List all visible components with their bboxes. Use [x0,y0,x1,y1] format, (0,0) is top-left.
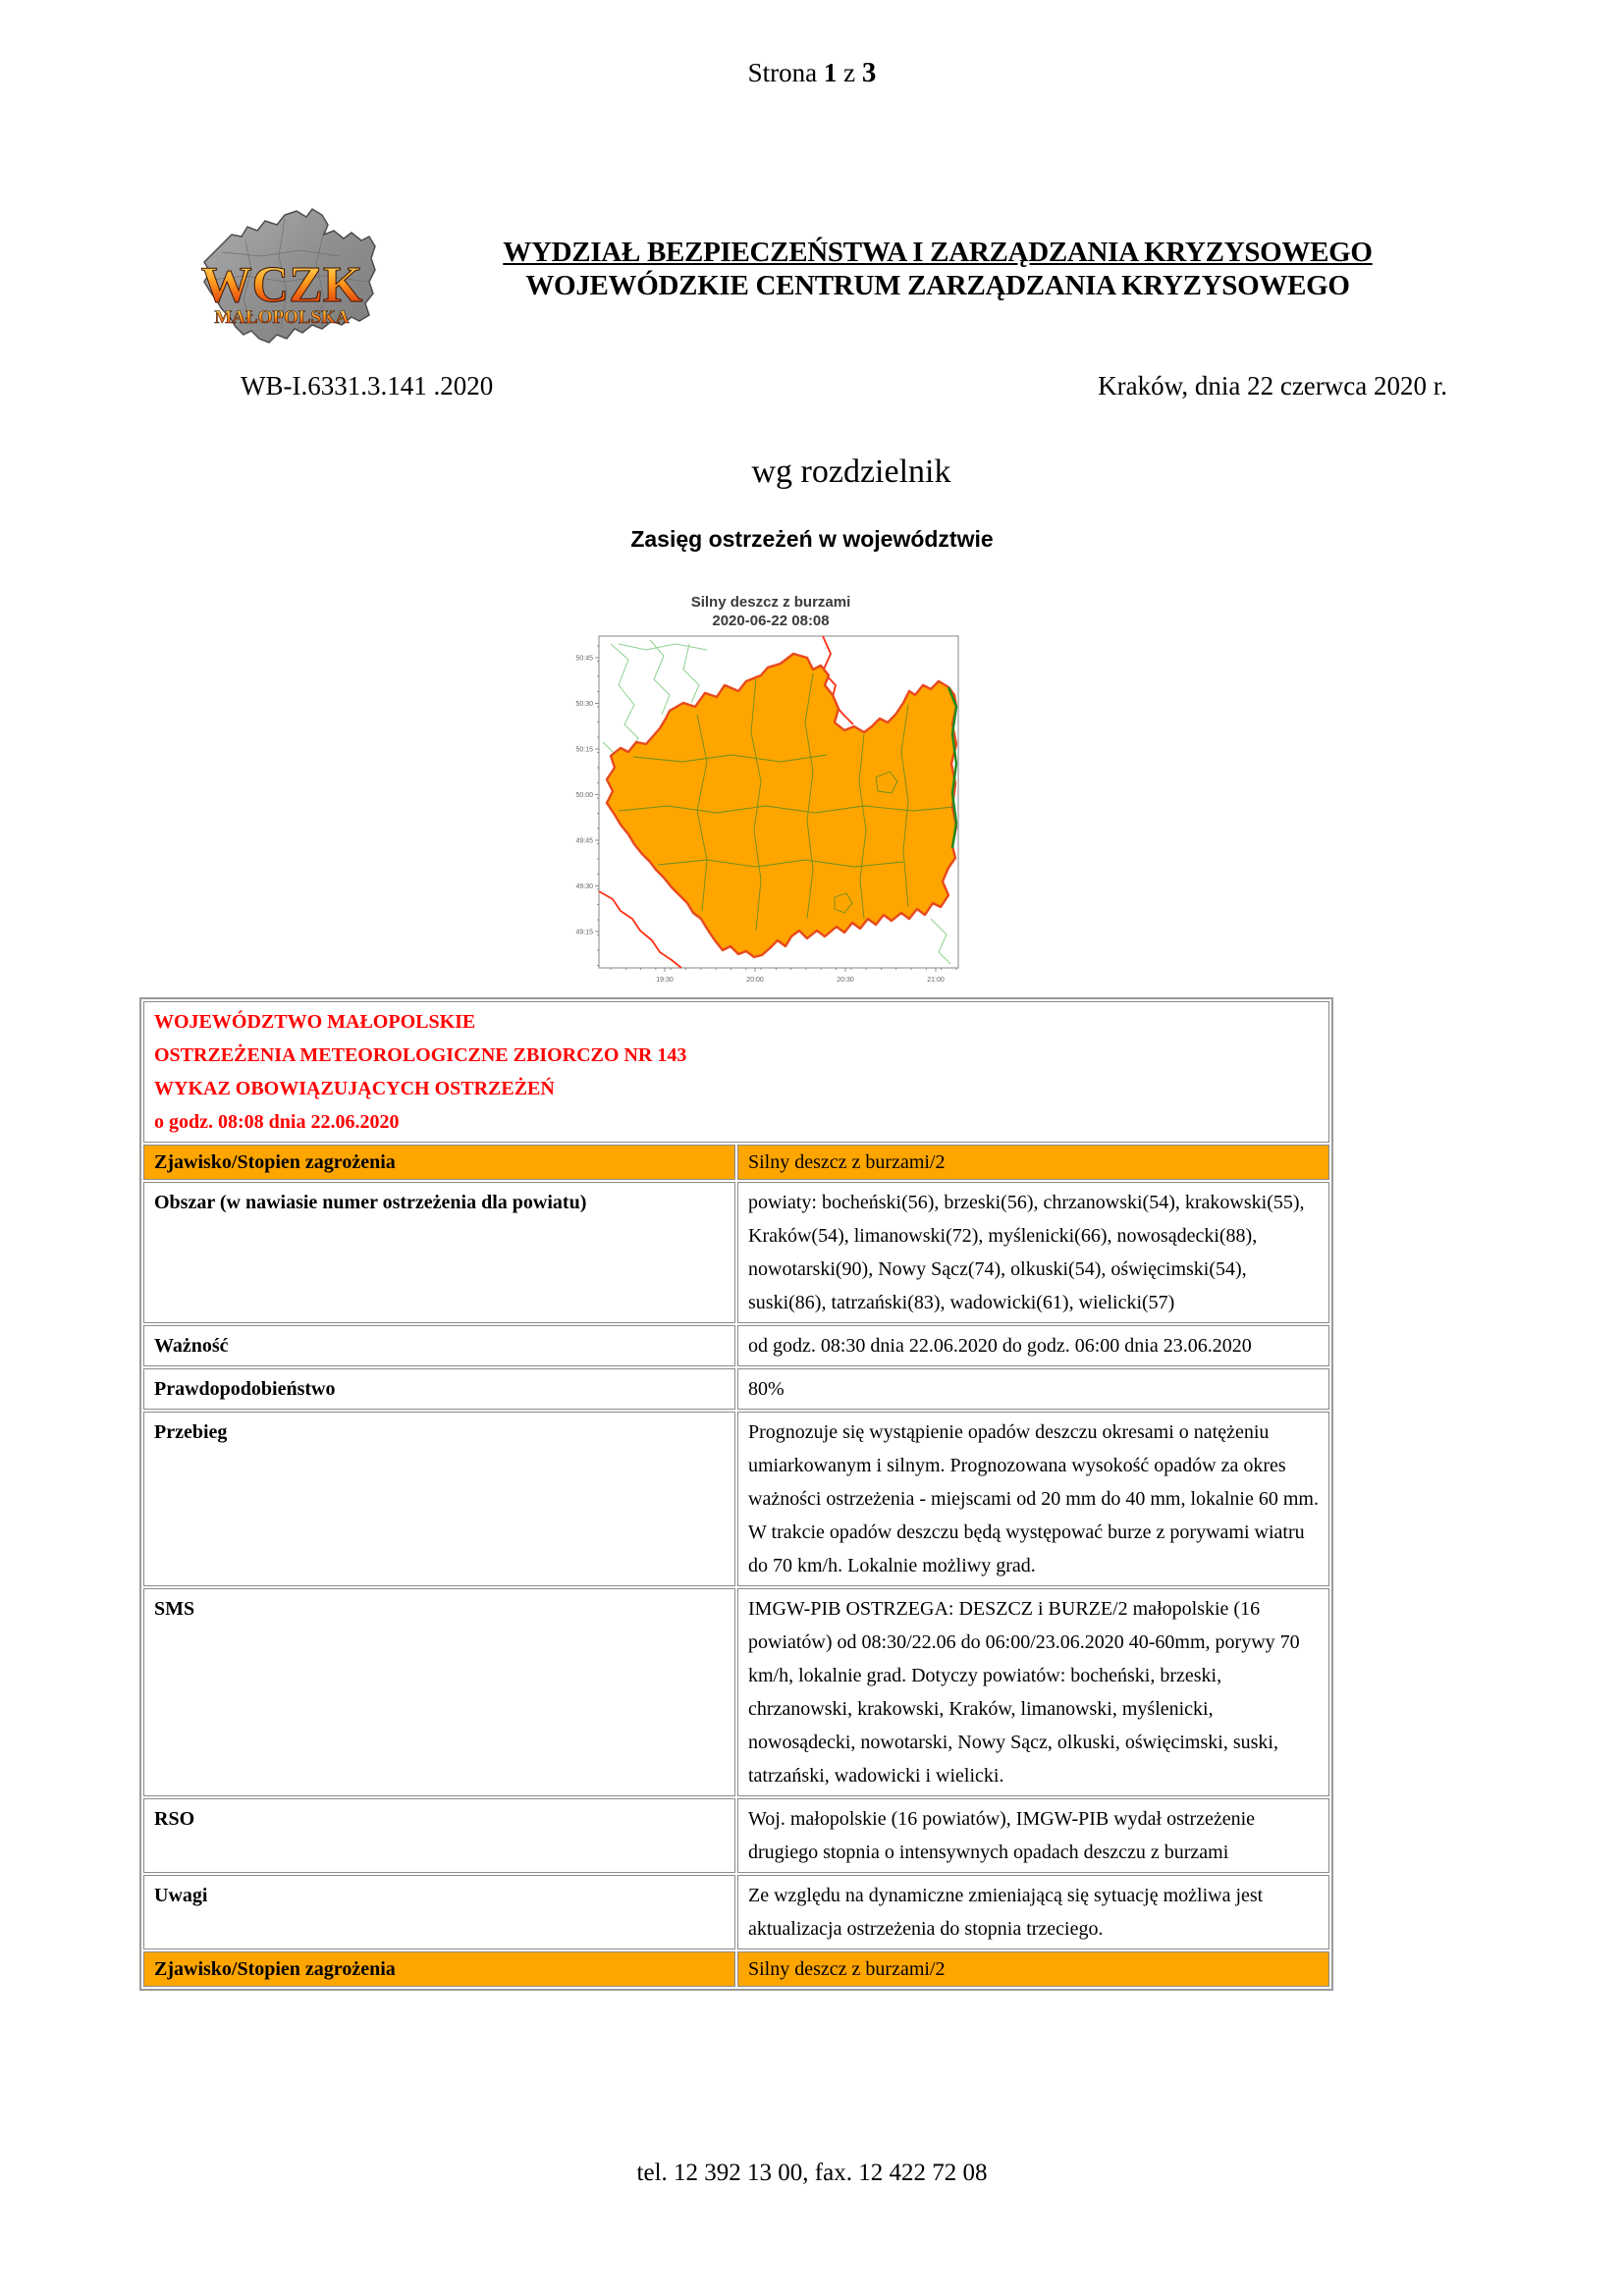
svg-text:50:15: 50:15 [575,746,593,754]
row-value: Prognozuje się wystąpienie opadów deszczu okresami o natężeniu umiarkowanym i silnym. Prognozowana wysokość opadów za okres ważności ostrzeżenia - miejscami od 20 mm do 40 mm, lokalnie 60 mm. W trakcie opadów deszczu będą występować burze z porywami wiatru do 70 km/h. Lokalnie możliwy grad. [737,1412,1329,1586]
warning-range-map [560,624,972,989]
svg-text:20:00: 20:00 [746,977,764,984]
table-row [143,1798,1329,1873]
map-subtitle: Silny deszcz z burzami [690,594,851,611]
warnings-table-body [143,1001,1329,1987]
wczk-logo-map-icon [187,201,378,347]
table-title-line: WOJEWÓDZTWO MAŁOPOLSKIE [154,1011,476,1033]
table-row [143,1145,1329,1180]
svg-text:50:30: 50:30 [575,701,593,708]
row-value: powiaty: bocheński(56), brzeski(56), chrzanowski(54), krakowski(55), Kraków(54), limanowski(72), myślenicki(66), nowosądecki(88), nowotarski(90), Nowy Sącz(74), olkuski(54), oświęcimski(54), suski(86), tatrzański(83), wadowicki(61), wielicki(57) [737,1182,1329,1323]
table-title-line: OSTRZEŻENIA METEOROLOGICZNE ZBIORCZO NR 143 [154,1044,687,1066]
page-total: 3 [861,57,877,88]
svg-text:19:30: 19:30 [656,977,674,984]
map-timestamp: 2020-06-22 08:08 [712,613,830,629]
svg-text:49:45: 49:45 [575,837,593,845]
row-label: Ważność [143,1325,735,1366]
table-title-row [143,1001,1329,1143]
row-label: RSO [143,1798,735,1873]
distribution-note: wg rozdzielnik [751,454,951,490]
page-current: 1 [823,58,838,87]
department-line-1: WYDZIAŁ BEZPIECZEŃSTWA I ZARZĄDZANIA KRYZYSOWEGO [503,237,1373,268]
row-label: Uwagi [143,1875,735,1949]
page-number-line [0,57,1624,89]
row-label: Prawdopodobieństwo [143,1368,735,1410]
svg-text:50:45: 50:45 [575,655,593,663]
table-row [143,1325,1329,1366]
map-title: Zasięg ostrzeżeń w województwie [630,526,994,552]
table-row [143,1368,1329,1410]
table-title-line: o godz. 08:08 dnia 22.06.2020 [154,1111,400,1133]
row-value: Ze względu na dynamiczne zmieniającą się sytuację możliwa jest aktualizacja ostrzeżenia do stopnia trzeciego. [737,1875,1329,1949]
row-value: 80% [737,1368,1329,1410]
table-title-cell [143,1001,1329,1143]
row-value: Woj. małopolskie (16 powiatów), IMGW-PIB wydał ostrzeżenie drugiego stopnia o intensywnych opadach deszczu z burzami [737,1798,1329,1873]
row-label: SMS [143,1588,735,1796]
table-title-line: WYKAZ OBOWIĄZUJĄCYCH OSTRZEŻEŃ [154,1078,555,1099]
svg-text:20:30: 20:30 [837,977,854,984]
place-date: Kraków, dnia 22 czerwca 2020 r. [1098,371,1447,400]
wczk-logo [187,201,378,347]
svg-text:49:15: 49:15 [575,929,593,936]
row-label: Obszar (w nawiasie numer ostrzeżenia dla powiatu) [143,1182,735,1323]
row-value: IMGW-PIB OSTRZEGA: DESZCZ i BURZE/2 małopolskie (16 powiatów) od 08:30/22.06 do 06:00/23.06.2020 40-60mm, porywy 70 km/h, lokalnie grad. Dotyczy powiatów: bocheński, brzeski, chrzanowski, krakowski, Kraków, limanowski, myślenicki, nowosądecki, nowotarski, Nowy Sącz, olkuski, oświęcimski, suski, tatrzański, wadowicki i wielicki. [737,1588,1329,1796]
page-separator: z [843,58,856,87]
row-value: Silny deszcz z burzami/2 [737,1951,1329,1987]
row-value: Silny deszcz z burzami/2 [737,1145,1329,1180]
letterhead-title [447,236,1429,302]
row-label: Zjawisko/Stopien zagrożenia [143,1951,735,1987]
svg-text:50:00: 50:00 [575,792,593,799]
logo-acronym: WCZK [200,257,363,313]
department-line-2: WOJEWÓDZKIE CENTRUM ZARZĄDZANIA KRYZYSOWEGO [525,270,1350,301]
table-row [143,1588,1329,1796]
warnings-table [139,997,1333,1991]
row-label: Zjawisko/Stopien zagrożenia [143,1145,735,1180]
page-word: Strona [747,58,818,87]
reference-number: WB-I.6331.3.141 .2020 [241,371,494,400]
table-row [143,1182,1329,1323]
table-row [143,1951,1329,1987]
svg-text:21:00: 21:00 [927,977,945,984]
table-row [143,1875,1329,1949]
row-value: od godz. 08:30 dnia 22.06.2020 do godz. 06:00 dnia 23.06.2020 [737,1325,1329,1366]
table-row [143,1412,1329,1586]
logo-region: MAŁOPOLSKA [214,307,350,328]
page-footer-contacts: tel. 12 392 13 00, fax. 12 422 72 08 [636,2160,988,2186]
row-label: Przebieg [143,1412,735,1586]
svg-text:49:30: 49:30 [575,883,593,890]
